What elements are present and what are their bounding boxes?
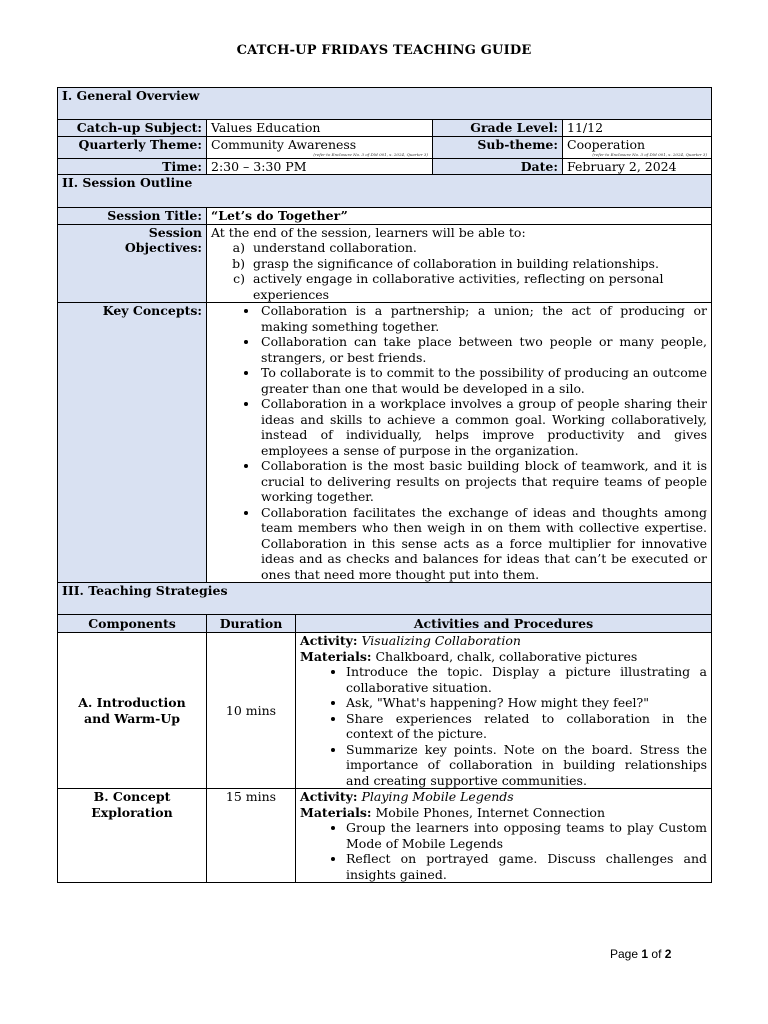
document-title: CATCH-UP FRIDAYS TEACHING GUIDE — [236, 43, 532, 58]
date-value: February 2, 2024 — [563, 158, 712, 175]
sub-theme-cell — [563, 136, 712, 158]
quarterly-theme-reference: (refer to Enclosure No. 3 of DM 001, s. 2024, Quarter 3) — [313, 152, 428, 157]
procedure-step: • Share experiences related to collaboration in the context of the picture. — [346, 711, 707, 742]
activities-cell — [296, 789, 712, 883]
activity-name: Playing Mobile Legends — [361, 789, 514, 804]
objectives-list — [211, 240, 707, 302]
materials-label: Materials: — [300, 804, 372, 820]
grade-level-label: Grade Level: — [433, 120, 563, 137]
session-title-value: “Let’s do Together” — [207, 208, 712, 225]
page-total: 2 — [664, 947, 672, 961]
of-word: of — [651, 947, 662, 961]
objective-item: b. grasp the significance of collaboration in building relationships. — [245, 256, 707, 272]
column-header-activities: Activities and Procedures — [296, 615, 712, 633]
activity-label: Activity: — [300, 633, 358, 648]
activity-line — [300, 789, 707, 805]
time-value: 2:30 – 3:30 PM — [207, 158, 433, 175]
key-concept-item: • Collaboration is the most basic building block of teamwork, and it is crucial to delivering results on projects that require teams of people working together. — [259, 458, 707, 505]
objective-item: a. understand collaboration. — [245, 240, 707, 256]
column-header-components: Components — [58, 615, 207, 633]
grade-level-value: 11/12 — [563, 120, 712, 137]
activity-label: Activity: — [300, 789, 358, 804]
key-concepts-cell — [207, 303, 712, 583]
activity-name: Visualizing Collaboration — [361, 633, 521, 648]
procedure-step: • Ask, "What's happening? How might they feel?" — [346, 695, 707, 711]
key-concept-item: • Collaboration can take place between two people or many people, strangers, or best friends. — [259, 334, 707, 365]
activity-line — [300, 633, 707, 649]
key-concepts-label: Key Concepts: — [58, 303, 207, 583]
quarterly-theme-cell — [207, 136, 433, 158]
objectives-label-line2: Objectives: — [124, 240, 202, 255]
sub-theme-reference: (refer to Enclosure No. 3 of DM 001, s. 2024, Quarter 3) — [592, 152, 708, 157]
time-label: Time: — [58, 158, 207, 175]
page-current: 1 — [641, 947, 649, 961]
session-objectives-label — [58, 224, 207, 303]
teaching-guide-table — [57, 87, 712, 883]
strategy-row-introduction — [58, 633, 712, 789]
section-teaching-strategies-heading: III. Teaching Strategies — [58, 583, 712, 615]
quarterly-theme-value: Community Awareness — [211, 136, 357, 152]
sub-theme-value: Cooperation — [567, 136, 646, 152]
key-concept-item: • Collaboration in a workplace involves a group of people sharing their ideas and skills to achieve a common goal. Working collaboratively, instead of individually, helps improve productivity and gives employees a sense of purpose in the organization. — [259, 396, 707, 458]
section-session-outline-heading: II. Session Outline — [58, 175, 712, 208]
procedure-step: • Introduce the topic. Display a picture illustrating a collaborative situation. — [346, 664, 707, 695]
materials-value: Mobile Phones, Internet Connection — [375, 804, 605, 820]
page-word: Page — [610, 947, 639, 961]
materials-line — [300, 649, 707, 665]
page-number-footer — [610, 947, 671, 963]
section-general-overview-heading: I. General Overview — [58, 88, 712, 120]
key-concept-item: • Collaboration facilitates the exchange of ideas and thoughts among team members who then weigh in on them with collective expertise. Collaboration in this sense acts as a force multiplier for innovative ideas and as checks and balances for ideas that can’t be executed or ones that need more thought put into them. — [259, 505, 707, 583]
quarterly-theme-label: Quarterly Theme: — [58, 136, 207, 158]
subject-value: Values Education — [207, 120, 433, 137]
procedure-step: • Summarize key points. Note on the board. Stress the importance of collaboration in building relationships and creating supportive communities. — [346, 742, 707, 789]
procedure-list — [300, 820, 707, 882]
column-header-duration: Duration — [207, 615, 296, 633]
objectives-label-line1: Session — [148, 224, 202, 240]
procedure-step: • Reflect on portrayed game. Discuss challenges and insights gained. — [346, 851, 707, 882]
subject-label: Catch-up Subject: — [58, 120, 207, 137]
sub-theme-label: Sub-theme: — [433, 136, 563, 158]
session-title-label: Session Title: — [58, 208, 207, 225]
duration-cell: 15 mins — [207, 789, 296, 883]
date-label: Date: — [433, 158, 563, 175]
component-cell: A. Introduction and Warm-Up — [58, 633, 207, 789]
key-concept-item: • To collaborate is to commit to the possibility of producing an outcome greater than one that would be developed in a silo. — [259, 365, 707, 396]
activities-cell — [296, 633, 712, 789]
objectives-intro: At the end of the session, learners will be able to: — [211, 224, 526, 240]
materials-line — [300, 805, 707, 821]
materials-value: Chalkboard, chalk, collaborative pictures — [375, 648, 638, 664]
session-objectives-cell — [207, 224, 712, 303]
procedure-step: • Group the learners into opposing teams to play Custom Mode of Mobile Legends — [346, 820, 707, 851]
key-concepts-list — [211, 303, 707, 582]
duration-cell: 10 mins — [207, 633, 296, 789]
strategy-row-concept-exploration — [58, 789, 712, 883]
key-concept-item: • Collaboration is a partnership; a union; the act of producing or making something together. — [259, 303, 707, 334]
procedure-list — [300, 664, 707, 788]
materials-label: Materials: — [300, 648, 372, 664]
component-cell: B. Concept Exploration — [58, 789, 207, 883]
objective-item: c. actively engage in collaborative activities, reflecting on personal experiences — [245, 271, 707, 302]
